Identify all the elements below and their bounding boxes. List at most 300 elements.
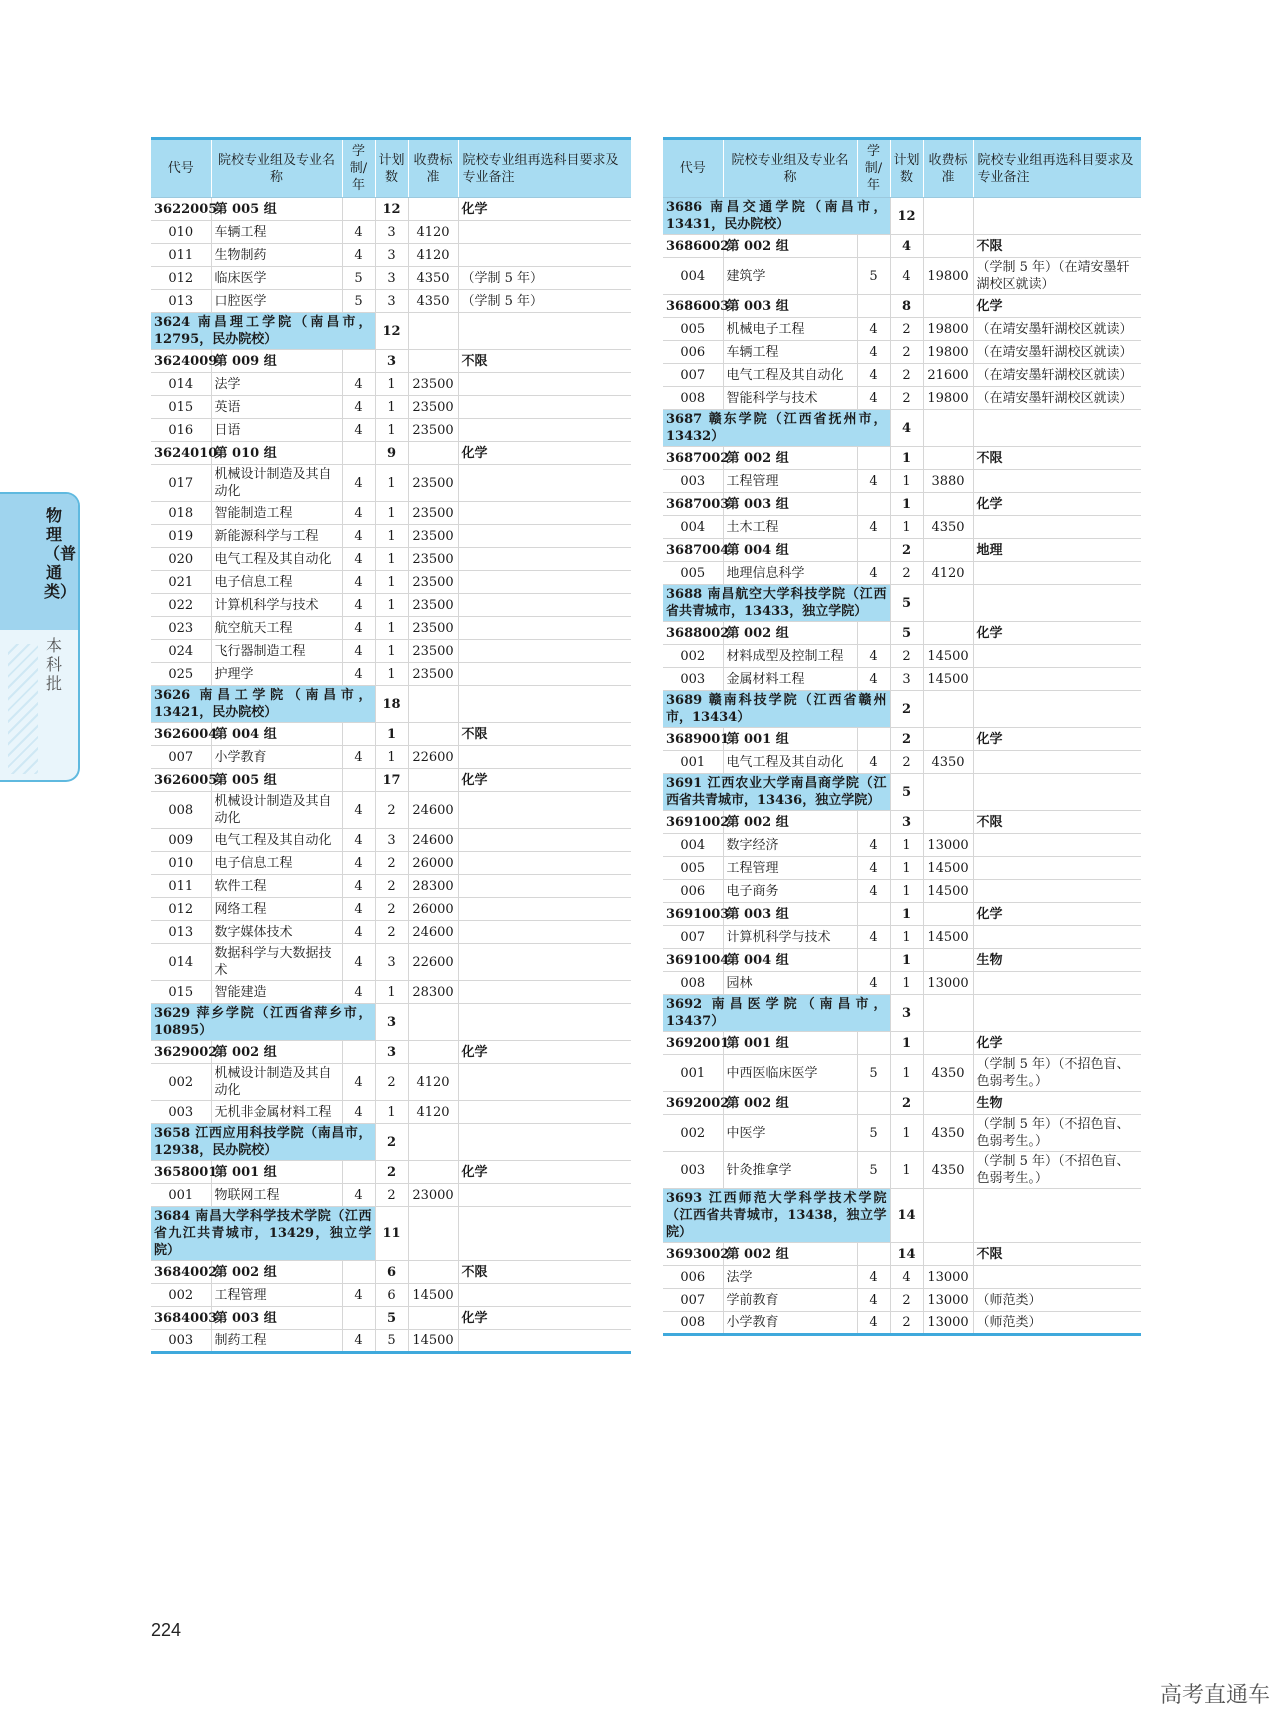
- major-length: 4: [342, 663, 375, 686]
- major-note: [458, 852, 631, 875]
- group-row: [663, 235, 1141, 258]
- major-note: [458, 465, 631, 502]
- group-code: 3689001: [663, 728, 723, 751]
- major-row: [151, 1284, 631, 1307]
- major-row: [663, 926, 1141, 949]
- school-name: 3626 南昌工学院（南昌市，13421，民办院校）: [151, 686, 375, 723]
- major-fee: 13000: [923, 1289, 973, 1312]
- empty-cell: [973, 995, 1141, 1032]
- side-tab-hatch: [8, 644, 38, 774]
- major-code: 004: [663, 516, 723, 539]
- major-row: [663, 1152, 1141, 1189]
- empty-cell: [408, 769, 458, 792]
- major-code: 005: [663, 562, 723, 585]
- major-name: 口腔医学: [211, 290, 342, 313]
- empty-cell: [408, 1004, 458, 1041]
- major-plan-count: 3: [375, 829, 408, 852]
- empty-cell: [342, 350, 375, 373]
- major-fee: 4350: [923, 1055, 973, 1092]
- major-code: 007: [663, 364, 723, 387]
- major-note: [458, 221, 631, 244]
- group-name: 第 003 组: [723, 493, 857, 516]
- empty-cell: [857, 447, 890, 470]
- major-length: 4: [342, 617, 375, 640]
- major-plan-count: 4: [890, 258, 923, 295]
- major-note: [973, 751, 1141, 774]
- major-row: [663, 668, 1141, 691]
- major-row: [151, 548, 631, 571]
- group-plan-count: 4: [890, 235, 923, 258]
- empty-cell: [923, 1092, 973, 1115]
- empty-cell: [923, 410, 973, 447]
- major-code: 010: [151, 221, 211, 244]
- empty-cell: [923, 235, 973, 258]
- major-fee: 26000: [408, 852, 458, 875]
- major-name: 小学教育: [723, 1312, 857, 1335]
- major-row: [663, 562, 1141, 585]
- major-fee: 23500: [408, 373, 458, 396]
- header-fee: 收费标准: [923, 139, 973, 198]
- major-note: （在靖安墨轩湖校区就读）: [973, 341, 1141, 364]
- major-name: 航空航天工程: [211, 617, 342, 640]
- major-row: [151, 921, 631, 944]
- group-plan-count: 1: [375, 723, 408, 746]
- major-name: 中西医临床医学: [723, 1055, 857, 1092]
- group-subject-requirement: 不限: [973, 235, 1141, 258]
- side-tab-category: 物理（普通类）: [44, 506, 77, 601]
- empty-cell: [857, 1243, 890, 1266]
- header-note: 院校专业组再选科目要求及专业备注: [973, 139, 1141, 198]
- major-code: 012: [151, 267, 211, 290]
- major-fee: 4350: [408, 290, 458, 313]
- major-name: 工程管理: [211, 1284, 342, 1307]
- major-fee: 22600: [408, 746, 458, 769]
- empty-cell: [408, 1041, 458, 1064]
- empty-cell: [458, 1207, 631, 1261]
- major-code: 005: [663, 857, 723, 880]
- major-fee: 14500: [923, 645, 973, 668]
- empty-cell: [342, 1307, 375, 1330]
- group-code: 3692002: [663, 1092, 723, 1115]
- major-name: 建筑学: [723, 258, 857, 295]
- major-note: （学制 5 年）（不招色盲、色弱考生。）: [973, 1055, 1141, 1092]
- major-code: 019: [151, 525, 211, 548]
- school-plan-count: 3: [890, 995, 923, 1032]
- major-name: 土木工程: [723, 516, 857, 539]
- major-note: [458, 1064, 631, 1101]
- major-code: 007: [151, 746, 211, 769]
- major-fee: 14500: [408, 1284, 458, 1307]
- major-note: [458, 396, 631, 419]
- group-code: 3624010: [151, 442, 211, 465]
- major-length: 4: [857, 364, 890, 387]
- group-plan-count: 2: [890, 728, 923, 751]
- empty-cell: [973, 410, 1141, 447]
- empty-cell: [857, 235, 890, 258]
- major-length: 4: [342, 1184, 375, 1207]
- major-row: [663, 258, 1141, 295]
- major-name: 生物制药: [211, 244, 342, 267]
- empty-cell: [923, 493, 973, 516]
- header-note: 院校专业组再选科目要求及专业备注: [458, 139, 631, 198]
- group-name: 第 002 组: [723, 811, 857, 834]
- major-row: [663, 645, 1141, 668]
- major-fee: 14500: [923, 880, 973, 903]
- group-code: 3691002: [663, 811, 723, 834]
- empty-cell: [408, 723, 458, 746]
- major-fee: 19800: [923, 387, 973, 410]
- school-row: [663, 585, 1141, 622]
- major-fee: 4350: [923, 1115, 973, 1152]
- major-length: 4: [342, 396, 375, 419]
- header-length: 学制/年: [857, 139, 890, 198]
- major-plan-count: 1: [375, 640, 408, 663]
- school-row: [663, 198, 1141, 235]
- major-plan-count: 1: [890, 1055, 923, 1092]
- major-row: [151, 502, 631, 525]
- major-code: 001: [663, 1055, 723, 1092]
- school-plan-count: 14: [890, 1189, 923, 1243]
- empty-cell: [857, 728, 890, 751]
- major-plan-count: 1: [890, 926, 923, 949]
- major-code: 017: [151, 465, 211, 502]
- major-length: 4: [342, 829, 375, 852]
- empty-cell: [408, 1261, 458, 1284]
- major-fee: 23500: [408, 525, 458, 548]
- major-plan-count: 1: [890, 1152, 923, 1189]
- major-code: 003: [151, 1330, 211, 1353]
- major-fee: 3880: [923, 470, 973, 493]
- empty-cell: [408, 1207, 458, 1261]
- major-length: 4: [342, 594, 375, 617]
- major-row: [663, 341, 1141, 364]
- major-length: 4: [857, 470, 890, 493]
- major-note: （在靖安墨轩湖校区就读）: [973, 387, 1141, 410]
- major-name: 地理信息科学: [723, 562, 857, 585]
- major-row: [151, 792, 631, 829]
- group-row: [663, 1032, 1141, 1055]
- major-name: 无机非金属材料工程: [211, 1101, 342, 1124]
- major-plan-count: 6: [375, 1284, 408, 1307]
- school-row: [663, 995, 1141, 1032]
- empty-cell: [923, 903, 973, 926]
- major-note: [458, 921, 631, 944]
- major-plan-count: 2: [375, 852, 408, 875]
- major-length: 4: [857, 341, 890, 364]
- major-row: [663, 364, 1141, 387]
- school-row: [663, 1189, 1141, 1243]
- major-length: 5: [342, 267, 375, 290]
- side-tab-batch: 本科批: [45, 636, 62, 693]
- group-code: 3686003: [663, 295, 723, 318]
- major-plan-count: 2: [375, 875, 408, 898]
- empty-cell: [923, 622, 973, 645]
- major-row: [151, 373, 631, 396]
- major-note: [458, 898, 631, 921]
- major-note: [458, 571, 631, 594]
- group-row: [663, 1243, 1141, 1266]
- major-row: [663, 834, 1141, 857]
- major-name: 车辆工程: [211, 221, 342, 244]
- major-plan-count: 1: [375, 373, 408, 396]
- group-code: 3624009: [151, 350, 211, 373]
- major-note: （师范类）: [973, 1289, 1141, 1312]
- major-fee: 13000: [923, 1266, 973, 1289]
- major-length: 5: [857, 258, 890, 295]
- header-plan: 计划数: [375, 139, 408, 198]
- major-code: 015: [151, 396, 211, 419]
- major-code: 022: [151, 594, 211, 617]
- major-name: 物联网工程: [211, 1184, 342, 1207]
- major-plan-count: 1: [375, 594, 408, 617]
- empty-cell: [973, 691, 1141, 728]
- group-plan-count: 1: [890, 447, 923, 470]
- major-note: [458, 829, 631, 852]
- empty-cell: [342, 1161, 375, 1184]
- major-length: 5: [342, 290, 375, 313]
- major-row: [663, 1312, 1141, 1335]
- empty-cell: [458, 1124, 631, 1161]
- major-plan-count: 1: [890, 857, 923, 880]
- major-row: [151, 571, 631, 594]
- major-row: [663, 880, 1141, 903]
- group-plan-count: 1: [890, 903, 923, 926]
- group-subject-requirement: 化学: [458, 1307, 631, 1330]
- major-fee: 14500: [408, 1330, 458, 1353]
- major-code: 002: [151, 1284, 211, 1307]
- major-name: 车辆工程: [723, 341, 857, 364]
- group-subject-requirement: 不限: [458, 1261, 631, 1284]
- page-number: 224: [151, 1620, 182, 1640]
- major-code: 007: [663, 926, 723, 949]
- major-plan-count: 1: [375, 465, 408, 502]
- major-note: [458, 373, 631, 396]
- major-name: 机械设计制造及其自动化: [211, 792, 342, 829]
- empty-cell: [458, 686, 631, 723]
- major-length: 4: [342, 525, 375, 548]
- major-length: 5: [857, 1115, 890, 1152]
- major-name: 软件工程: [211, 875, 342, 898]
- school-name: 3692 南昌医学院（南昌市，13437）: [663, 995, 890, 1032]
- group-name: 第 001 组: [211, 1161, 342, 1184]
- major-name: 园林: [723, 972, 857, 995]
- group-name: 第 001 组: [723, 728, 857, 751]
- major-note: [458, 663, 631, 686]
- major-code: 008: [151, 792, 211, 829]
- table-header-row: [151, 139, 631, 198]
- major-name: 英语: [211, 396, 342, 419]
- group-row: [663, 811, 1141, 834]
- major-plan-count: 1: [375, 502, 408, 525]
- group-code: 3629002: [151, 1041, 211, 1064]
- major-plan-count: 2: [375, 921, 408, 944]
- major-code: 008: [663, 1312, 723, 1335]
- group-subject-requirement: 化学: [973, 622, 1141, 645]
- major-length: 4: [342, 746, 375, 769]
- major-note: [458, 981, 631, 1004]
- major-fee: 19800: [923, 341, 973, 364]
- major-fee: 4350: [923, 1152, 973, 1189]
- major-plan-count: 3: [890, 668, 923, 691]
- major-length: 4: [342, 792, 375, 829]
- empty-cell: [923, 995, 973, 1032]
- group-subject-requirement: 化学: [458, 442, 631, 465]
- major-code: 006: [663, 341, 723, 364]
- major-note: [458, 594, 631, 617]
- empty-cell: [857, 622, 890, 645]
- group-subject-requirement: 生物: [973, 949, 1141, 972]
- major-note: （学制 5 年）: [458, 267, 631, 290]
- school-name: 3688 南昌航空大学科技学院（江西省共青城市，13433，独立学院）: [663, 585, 890, 622]
- empty-cell: [973, 1189, 1141, 1243]
- group-plan-count: 5: [375, 1307, 408, 1330]
- major-code: 002: [663, 1115, 723, 1152]
- school-plan-count: 4: [890, 410, 923, 447]
- major-length: 4: [342, 1284, 375, 1307]
- major-row: [151, 875, 631, 898]
- school-name: 3687 赣东学院（江西省抚州市，13432）: [663, 410, 890, 447]
- empty-cell: [342, 198, 375, 221]
- empty-cell: [923, 198, 973, 235]
- major-code: 003: [151, 1101, 211, 1124]
- major-note: （师范类）: [973, 1312, 1141, 1335]
- major-length: 4: [342, 244, 375, 267]
- group-row: [151, 350, 631, 373]
- major-plan-count: 2: [890, 1312, 923, 1335]
- major-length: 4: [857, 668, 890, 691]
- major-row: [151, 465, 631, 502]
- group-subject-requirement: 不限: [458, 723, 631, 746]
- empty-cell: [923, 774, 973, 811]
- major-plan-count: 2: [375, 1064, 408, 1101]
- major-length: 4: [342, 921, 375, 944]
- group-row: [151, 1041, 631, 1064]
- major-fee: 13000: [923, 972, 973, 995]
- major-row: [151, 1330, 631, 1353]
- group-code: 3626004: [151, 723, 211, 746]
- major-name: 智能科学与技术: [723, 387, 857, 410]
- empty-cell: [408, 1161, 458, 1184]
- header-name: 院校专业组及专业名称: [211, 139, 342, 198]
- major-name: 制药工程: [211, 1330, 342, 1353]
- major-plan-count: 1: [890, 972, 923, 995]
- major-plan-count: 3: [375, 944, 408, 981]
- major-fee: 24600: [408, 792, 458, 829]
- group-row: [663, 903, 1141, 926]
- major-length: 4: [342, 419, 375, 442]
- major-name: 数据科学与大数据技术: [211, 944, 342, 981]
- empty-cell: [458, 1004, 631, 1041]
- major-plan-count: 5: [375, 1330, 408, 1353]
- major-row: [151, 221, 631, 244]
- major-note: [973, 972, 1141, 995]
- major-length: 4: [342, 221, 375, 244]
- major-length: 4: [342, 571, 375, 594]
- major-note: （学制 5 年）（不招色盲、色弱考生。）: [973, 1152, 1141, 1189]
- major-code: 005: [663, 318, 723, 341]
- major-row: [151, 525, 631, 548]
- major-plan-count: 1: [375, 663, 408, 686]
- empty-cell: [923, 1243, 973, 1266]
- table-body-left: [151, 198, 631, 1353]
- major-plan-count: 2: [890, 751, 923, 774]
- group-code: 3686002: [663, 235, 723, 258]
- major-name: 电气工程及其自动化: [211, 548, 342, 571]
- major-code: 020: [151, 548, 211, 571]
- group-plan-count: 1: [890, 493, 923, 516]
- major-row: [663, 516, 1141, 539]
- group-plan-count: 3: [890, 811, 923, 834]
- header-code: 代号: [663, 139, 723, 198]
- major-plan-count: 1: [375, 1101, 408, 1124]
- major-row: [151, 419, 631, 442]
- major-length: 4: [857, 880, 890, 903]
- major-plan-count: 2: [890, 341, 923, 364]
- major-fee: 13000: [923, 834, 973, 857]
- major-name: 机械设计制造及其自动化: [211, 465, 342, 502]
- group-name: 第 010 组: [211, 442, 342, 465]
- major-row: [151, 981, 631, 1004]
- group-code: 3687004: [663, 539, 723, 562]
- group-name: 第 003 组: [211, 1307, 342, 1330]
- major-plan-count: 1: [375, 419, 408, 442]
- school-row: [151, 1207, 631, 1261]
- major-note: [458, 1184, 631, 1207]
- empty-cell: [857, 903, 890, 926]
- major-fee: 22600: [408, 944, 458, 981]
- major-row: [663, 470, 1141, 493]
- major-length: 4: [342, 640, 375, 663]
- major-row: [151, 746, 631, 769]
- major-code: 018: [151, 502, 211, 525]
- empty-cell: [342, 442, 375, 465]
- major-note: [973, 470, 1141, 493]
- major-row: [151, 944, 631, 981]
- major-fee: 24600: [408, 921, 458, 944]
- major-note: [458, 1101, 631, 1124]
- major-length: 5: [857, 1152, 890, 1189]
- empty-cell: [923, 447, 973, 470]
- major-fee: 23500: [408, 617, 458, 640]
- empty-cell: [857, 811, 890, 834]
- major-row: [663, 1115, 1141, 1152]
- group-name: 第 002 组: [723, 622, 857, 645]
- school-name: 3689 赣南科技学院（江西省赣州市，13434）: [663, 691, 890, 728]
- major-fee: 23500: [408, 419, 458, 442]
- group-plan-count: 1: [890, 1032, 923, 1055]
- major-plan-count: 2: [375, 898, 408, 921]
- empty-cell: [408, 1124, 458, 1161]
- major-fee: 4120: [923, 562, 973, 585]
- major-fee: 14500: [923, 857, 973, 880]
- empty-cell: [923, 295, 973, 318]
- group-row: [663, 447, 1141, 470]
- group-name: 第 005 组: [211, 198, 342, 221]
- group-subject-requirement: 化学: [973, 493, 1141, 516]
- major-name: 电气工程及其自动化: [723, 751, 857, 774]
- group-row: [663, 728, 1141, 751]
- major-name: 机械设计制造及其自动化: [211, 1064, 342, 1101]
- group-name: 第 002 组: [211, 1041, 342, 1064]
- empty-cell: [408, 686, 458, 723]
- group-subject-requirement: 不限: [973, 1243, 1141, 1266]
- major-plan-count: 1: [890, 516, 923, 539]
- major-name: 智能制造工程: [211, 502, 342, 525]
- major-row: [151, 898, 631, 921]
- major-fee: 19800: [923, 318, 973, 341]
- empty-cell: [923, 539, 973, 562]
- group-name: 第 002 组: [723, 1092, 857, 1115]
